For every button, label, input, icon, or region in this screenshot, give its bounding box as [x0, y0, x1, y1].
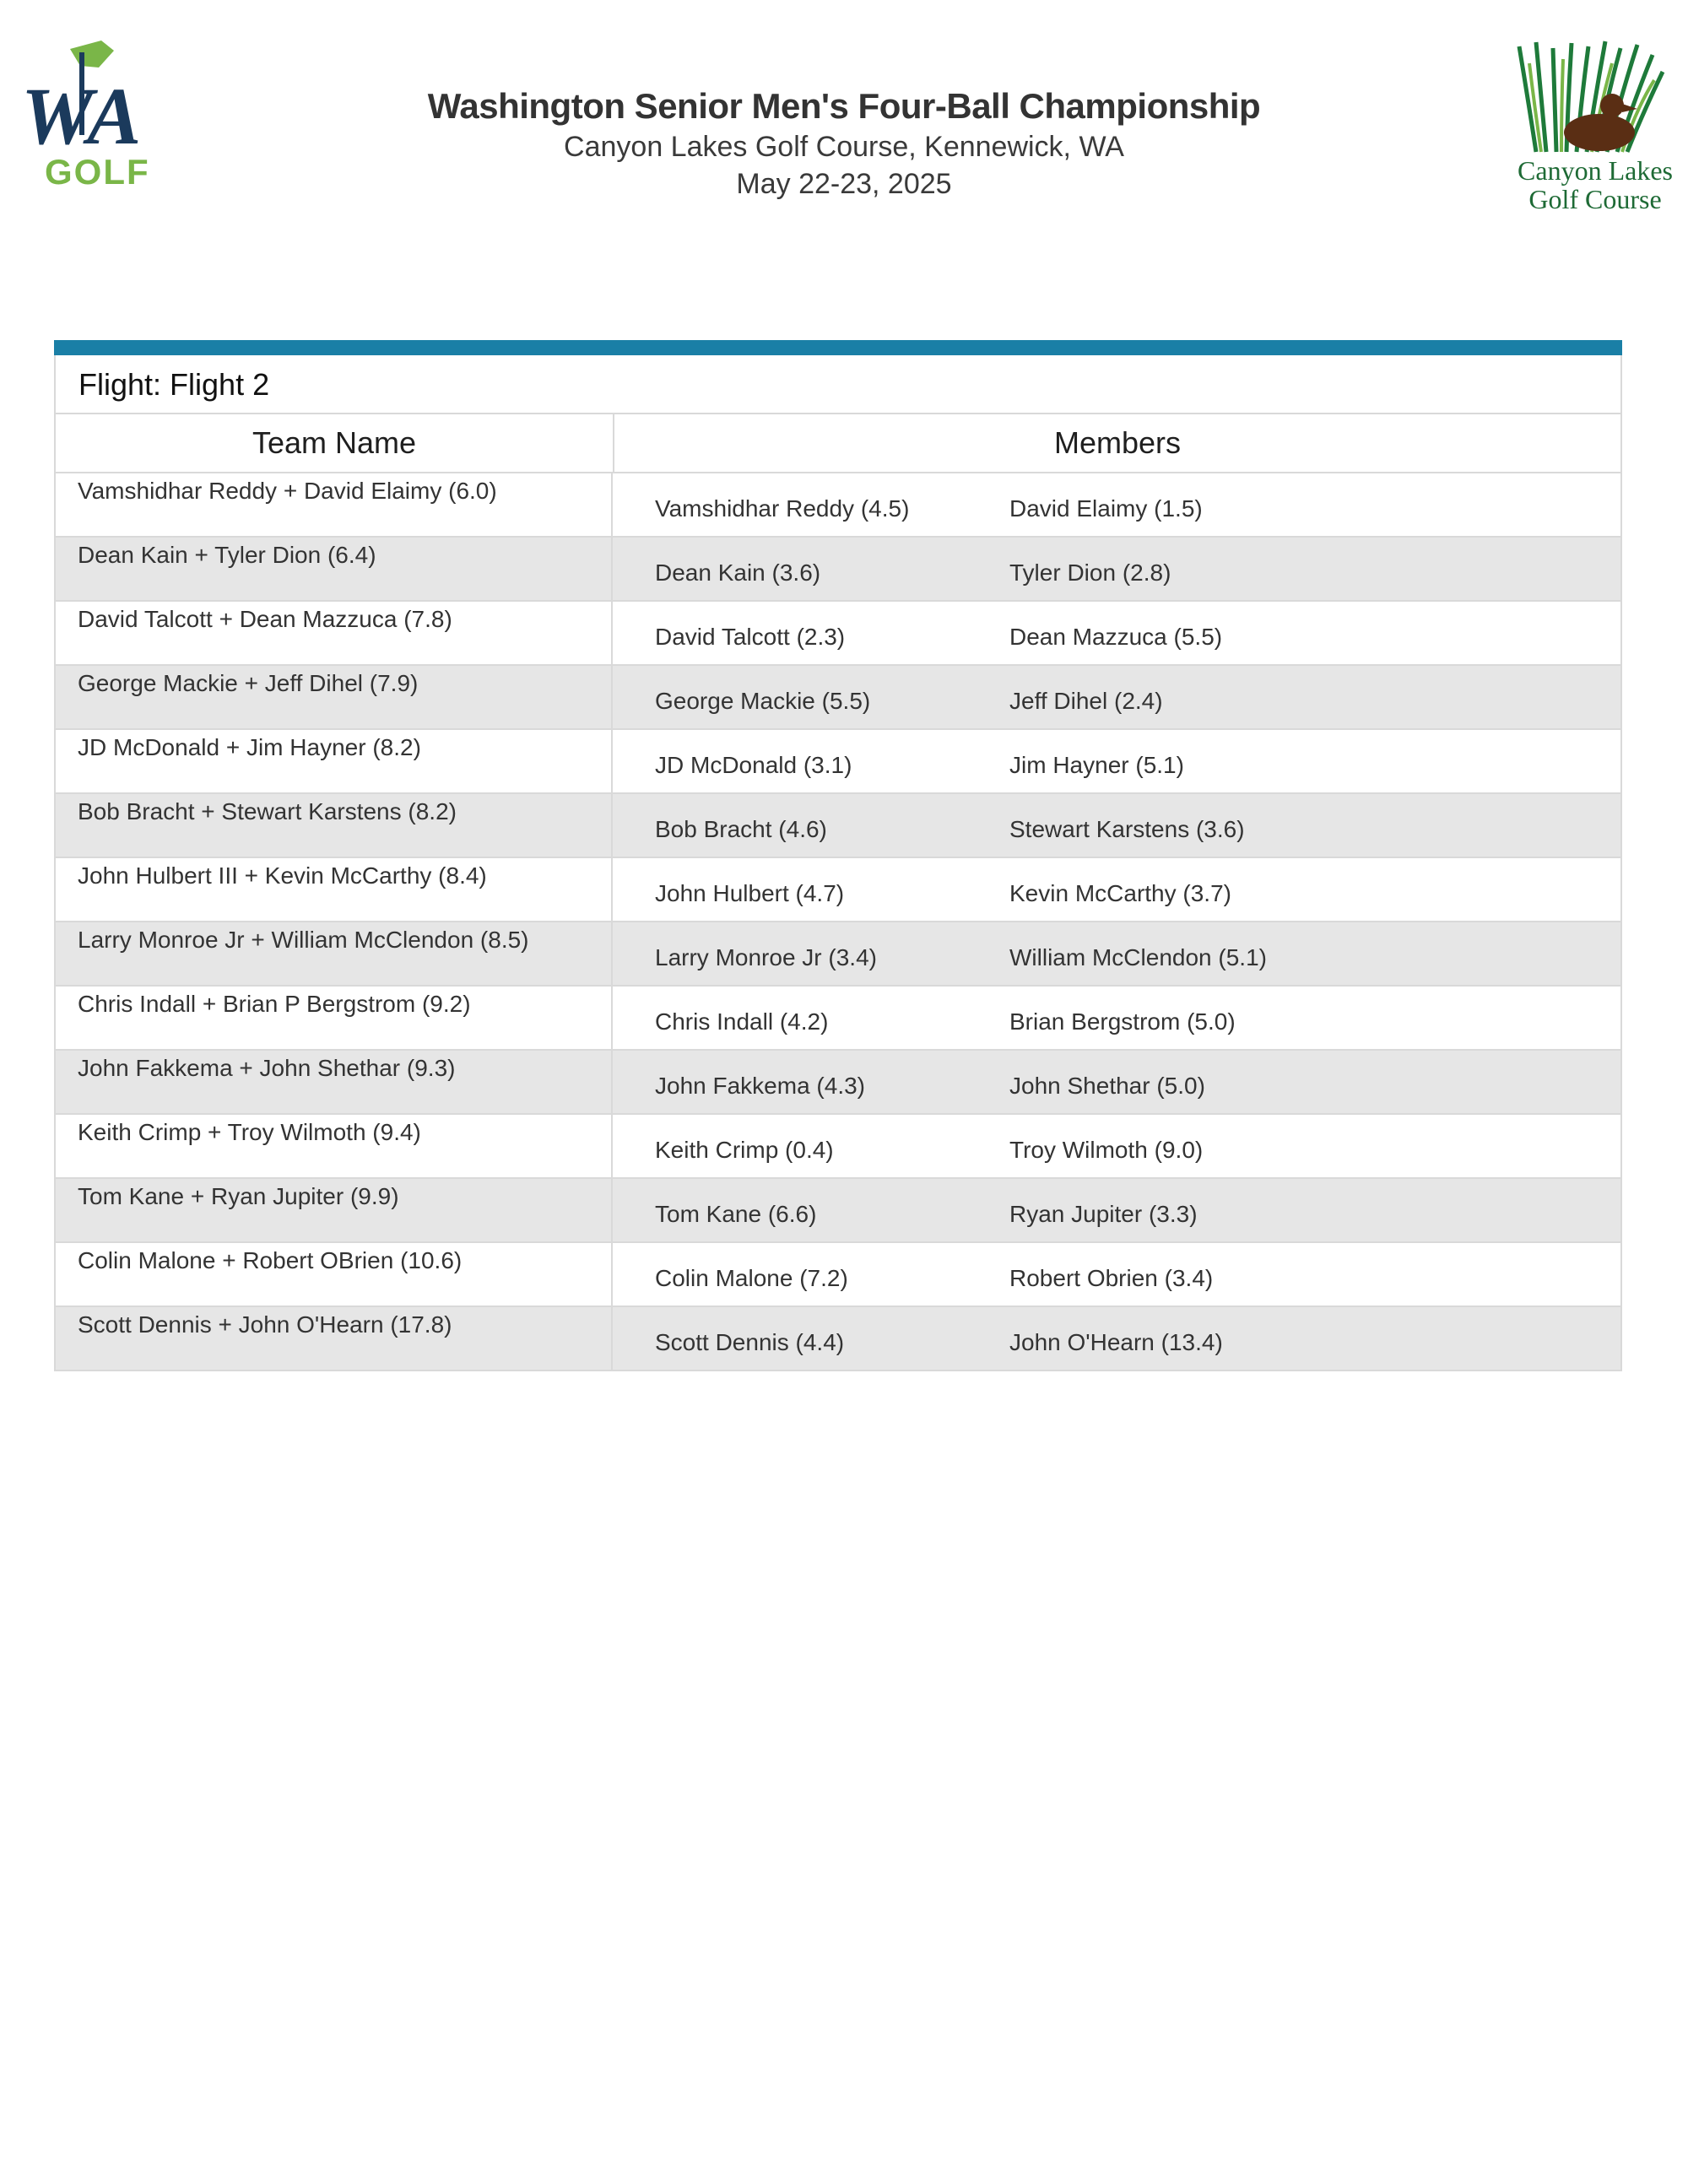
team-name-cell: Bob Bracht + Stewart Karstens (8.2) — [56, 794, 613, 857]
member-1-cell: George Mackie (5.5) — [655, 688, 871, 714]
wa-logo-letters: WA — [21, 71, 142, 161]
member-1-cell: Keith Crimp (0.4) — [655, 1137, 834, 1163]
table-row — [54, 730, 1622, 794]
member-1-cell: Bob Bracht (4.6) — [655, 816, 827, 842]
member-2-cell: Brian Bergstrom (5.0) — [1009, 1008, 1236, 1035]
team-name-cell: Chris Indall + Brian P Bergstrom (9.2) — [56, 987, 613, 1049]
table-row — [54, 1115, 1622, 1179]
team-name-cell: George Mackie + Jeff Dihel (7.9) — [56, 666, 613, 728]
table-header — [54, 414, 1622, 473]
team-name-cell: Dean Kain + Tyler Dion (6.4) — [56, 538, 613, 600]
table-row — [54, 1179, 1622, 1243]
member-1-cell: Colin Malone (7.2) — [655, 1265, 848, 1291]
table-row — [54, 858, 1622, 922]
team-name-cell: David Talcott + Dean Mazzuca (7.8) — [56, 602, 613, 664]
team-name-cell: Scott Dennis + John O'Hearn (17.8) — [56, 1307, 613, 1370]
flight-label: Flight: Flight 2 — [54, 355, 1622, 414]
members-header: Members — [1053, 425, 1182, 460]
table-row — [54, 794, 1622, 858]
member-2-cell: Stewart Karstens (3.6) — [1009, 816, 1245, 842]
member-1-cell: Scott Dennis (4.4) — [655, 1329, 845, 1355]
canyon-lakes-logo-line2: Golf Course — [1528, 184, 1662, 214]
table-row — [54, 602, 1622, 666]
team-name-cell: John Fakkema + John Shethar (9.3) — [56, 1051, 613, 1113]
member-1-cell: Vamshidhar Reddy (4.5) — [655, 495, 910, 522]
flight-table — [54, 340, 1622, 1371]
member-1-cell: John Hulbert (4.7) — [655, 880, 845, 906]
team-name-cell: Vamshidhar Reddy + David Elaimy (6.0) — [56, 473, 613, 536]
member-2-cell: Tyler Dion (2.8) — [1009, 560, 1171, 586]
table-row — [54, 1243, 1622, 1307]
member-2-cell: John Shethar (5.0) — [1009, 1073, 1205, 1099]
table-row — [54, 473, 1622, 538]
table-row — [54, 666, 1622, 730]
team-name-header: Team Name — [56, 414, 614, 472]
member-2-cell: David Elaimy (1.5) — [1009, 495, 1203, 522]
member-2-cell: Dean Mazzuca (5.5) — [1009, 624, 1223, 650]
table-row — [54, 1051, 1622, 1115]
member-1-cell: JD McDonald (3.1) — [655, 752, 852, 778]
member-1-cell: David Talcott (2.3) — [655, 624, 846, 650]
golf-logo-word: GOLF — [45, 152, 150, 192]
member-1-cell: Tom Kane (6.6) — [655, 1201, 817, 1227]
team-name-cell: Tom Kane + Ryan Jupiter (9.9) — [56, 1179, 613, 1241]
member-2-cell: William McClendon (5.1) — [1009, 944, 1267, 970]
team-name-cell: John Hulbert III + Kevin McCarthy (8.4) — [56, 858, 613, 921]
member-2-cell: Troy Wilmoth (9.0) — [1009, 1137, 1204, 1163]
table-accent-bar — [54, 340, 1622, 355]
team-name-cell: Larry Monroe Jr + William McClendon (8.5) — [56, 922, 613, 985]
event-venue: Canyon Lakes Golf Course, Kennewick, WA — [564, 131, 1124, 163]
document-header — [0, 84, 1688, 203]
table-body — [54, 473, 1622, 1371]
team-name-cell: Keith Crimp + Troy Wilmoth (9.4) — [56, 1115, 613, 1177]
member-2-cell: Kevin McCarthy (3.7) — [1009, 880, 1231, 906]
member-2-cell: Jeff Dihel (2.4) — [1009, 688, 1163, 714]
team-name-cell: Colin Malone + Robert OBrien (10.6) — [56, 1243, 613, 1306]
member-1-cell: Chris Indall (4.2) — [655, 1008, 829, 1035]
member-1-cell: John Fakkema (4.3) — [655, 1073, 865, 1099]
table-row — [54, 922, 1622, 987]
member-2-cell: Ryan Jupiter (3.3) — [1009, 1201, 1198, 1227]
member-1-cell: Larry Monroe Jr (3.4) — [655, 944, 877, 970]
canyon-lakes-logo-line1: Canyon Lakes — [1518, 155, 1673, 186]
member-2-cell: Robert Obrien (3.4) — [1009, 1265, 1214, 1291]
table-row — [54, 1307, 1622, 1371]
table-row — [54, 987, 1622, 1051]
event-title: Washington Senior Men's Four-Ball Championship — [427, 86, 1261, 126]
event-dates: May 22-23, 2025 — [736, 168, 952, 200]
member-2-cell: John O'Hearn (13.4) — [1009, 1329, 1223, 1355]
table-row — [54, 538, 1622, 602]
team-name-cell: JD McDonald + Jim Hayner (8.2) — [56, 730, 613, 792]
member-2-cell: Jim Hayner (5.1) — [1009, 752, 1184, 778]
member-1-cell: Dean Kain (3.6) — [655, 560, 821, 586]
